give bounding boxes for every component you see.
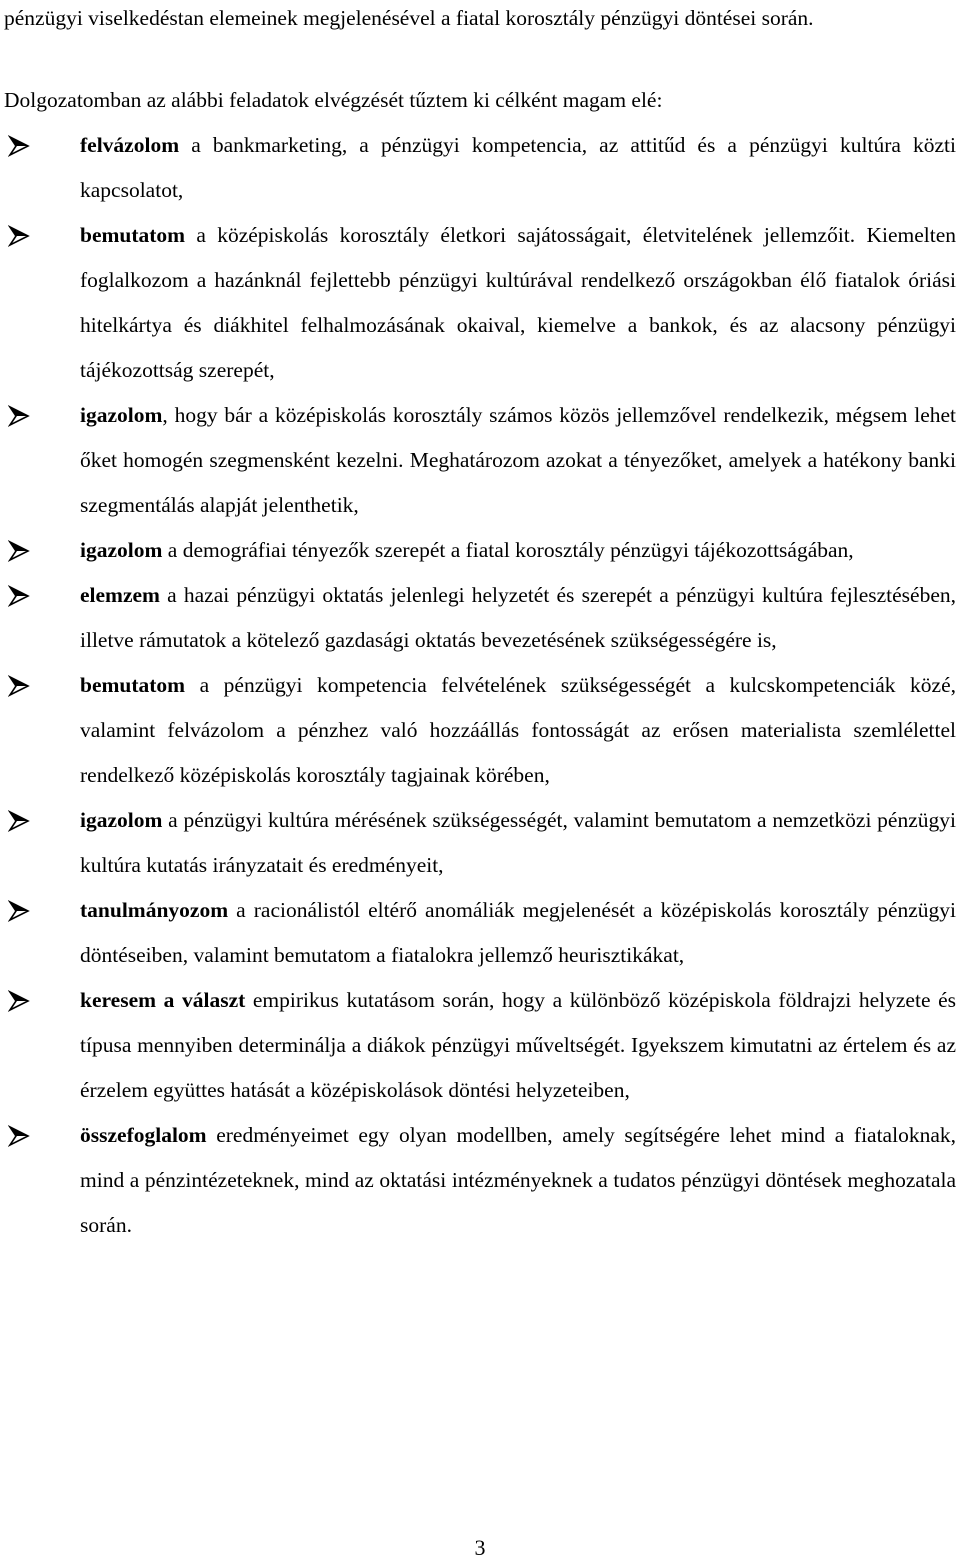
page-number: 3 [474,1535,486,1560]
task-text: a racionálistól eltérő anomáliák megjelenését a középiskolás korosztály pénzügyi döntéseiben, valamint bemutatom a fiatalokra jellemző heurisztikákat, [80,898,956,967]
arrowhead-bullet-icon [8,540,30,562]
task-list-item [0,213,956,393]
task-keyword: bemutatom [80,673,186,697]
task-text: a pénzügyi kompetencia felvételének szükségességét a kulcskompetenciák közé, valamint felvázolom a pénzhez való hozzáállás fontosságát az erősen materialista szemlélettel rendelkező középiskolás korosztály tagjainak körében, [80,673,956,787]
task-keyword: igazolom [80,808,163,832]
task-list-item [0,1113,956,1248]
task-keyword: felvázolom [80,133,180,157]
arrowhead-bullet-icon [8,1125,30,1147]
task-text: a hazai pénzügyi oktatás jelenlegi helyzetét és szerepét a pénzügyi kultúra fejlesztésében, illetve rámutatok a kötelező gazdasági oktatás bevezetésének szükségességére is, [80,583,956,652]
arrowhead-bullet-icon [8,990,30,1012]
lead-paragraph: pénzügyi viselkedéstan elemeinek megjelenésével a fiatal korosztály pénzügyi döntései során. [4,6,814,30]
task-text: a középiskolás korosztály életkori sajátosságait, életvitelének jellemzőit. Kiemelten foglalkozom a hazánknál fejlettebb pénzügyi kultúrával rendelkező országokban élő fiatalok óriási hitelkártya és diákhitel felhalmozásának okaival, kiemelve a bankok, és az alacsony pénzügyi tájékozottság szerepét, [80,223,956,382]
task-keyword: igazolom [80,538,163,562]
task-keyword: bemutatom [80,223,186,247]
arrowhead-bullet-icon [8,135,30,157]
task-list-item [0,573,956,663]
task-keyword: elemzem [80,583,160,607]
task-keyword: igazolom [80,403,163,427]
arrowhead-bullet-icon [8,585,30,607]
intro-line: Dolgozatomban az alábbi feladatok elvégzését tűztem ki célként magam elé: [4,88,663,112]
arrowhead-bullet-icon [8,225,30,247]
task-keyword: keresem a választ [80,988,246,1012]
arrowhead-bullet-icon [8,900,30,922]
arrowhead-bullet-icon [8,675,30,697]
task-list-item [0,978,956,1113]
task-list-item [0,123,956,213]
arrowhead-bullet-icon [8,810,30,832]
task-text: a demográfiai tényezők szerepét a fiatal korosztály pénzügyi tájékozottságában, [162,538,854,562]
task-list [0,123,960,1248]
task-list-item [0,393,956,528]
task-list-item [0,798,956,888]
task-text: , hogy bár a középiskolás korosztály számos közös jellemzővel rendelkezik, mégsem lehet őket homogén szegmensként kezelni. Meghatározom azokat a tényezőket, amelyek a hatékony banki szegmentálás alapját jelenthetik, [80,403,956,517]
task-list-item [0,888,956,978]
task-text: empirikus kutatásom során, hogy a különböző középiskola földrajzi helyzete és típusa mennyiben determinálja a diákok pénzügyi műveltségét. Igyekszem kimutatni az értelem és az érzelem együttes hatását a középiskolások döntési helyzeteiben, [80,988,956,1102]
task-text: eredményeimet egy olyan modellben, amely segítségére lehet mind a fiataloknak, mind a pénzintézeteknek, mind az oktatási intézményeknek a tudatos pénzügyi döntések meghozatala során. [80,1123,956,1237]
arrowhead-bullet-icon [8,405,30,427]
task-list-item [0,663,956,798]
task-text: a bankmarketing, a pénzügyi kompetencia, az attitűd és a pénzügyi kultúra közti kapcsolatot, [80,133,956,202]
task-list-item [0,528,956,573]
task-keyword: tanulmányozom [80,898,229,922]
task-text: a pénzügyi kultúra mérésének szükségességét, valamint bemutatom a nemzetközi pénzügyi kultúra kutatás irányzatait és eredményeit, [80,808,956,877]
task-keyword: összefoglalom [80,1123,207,1147]
